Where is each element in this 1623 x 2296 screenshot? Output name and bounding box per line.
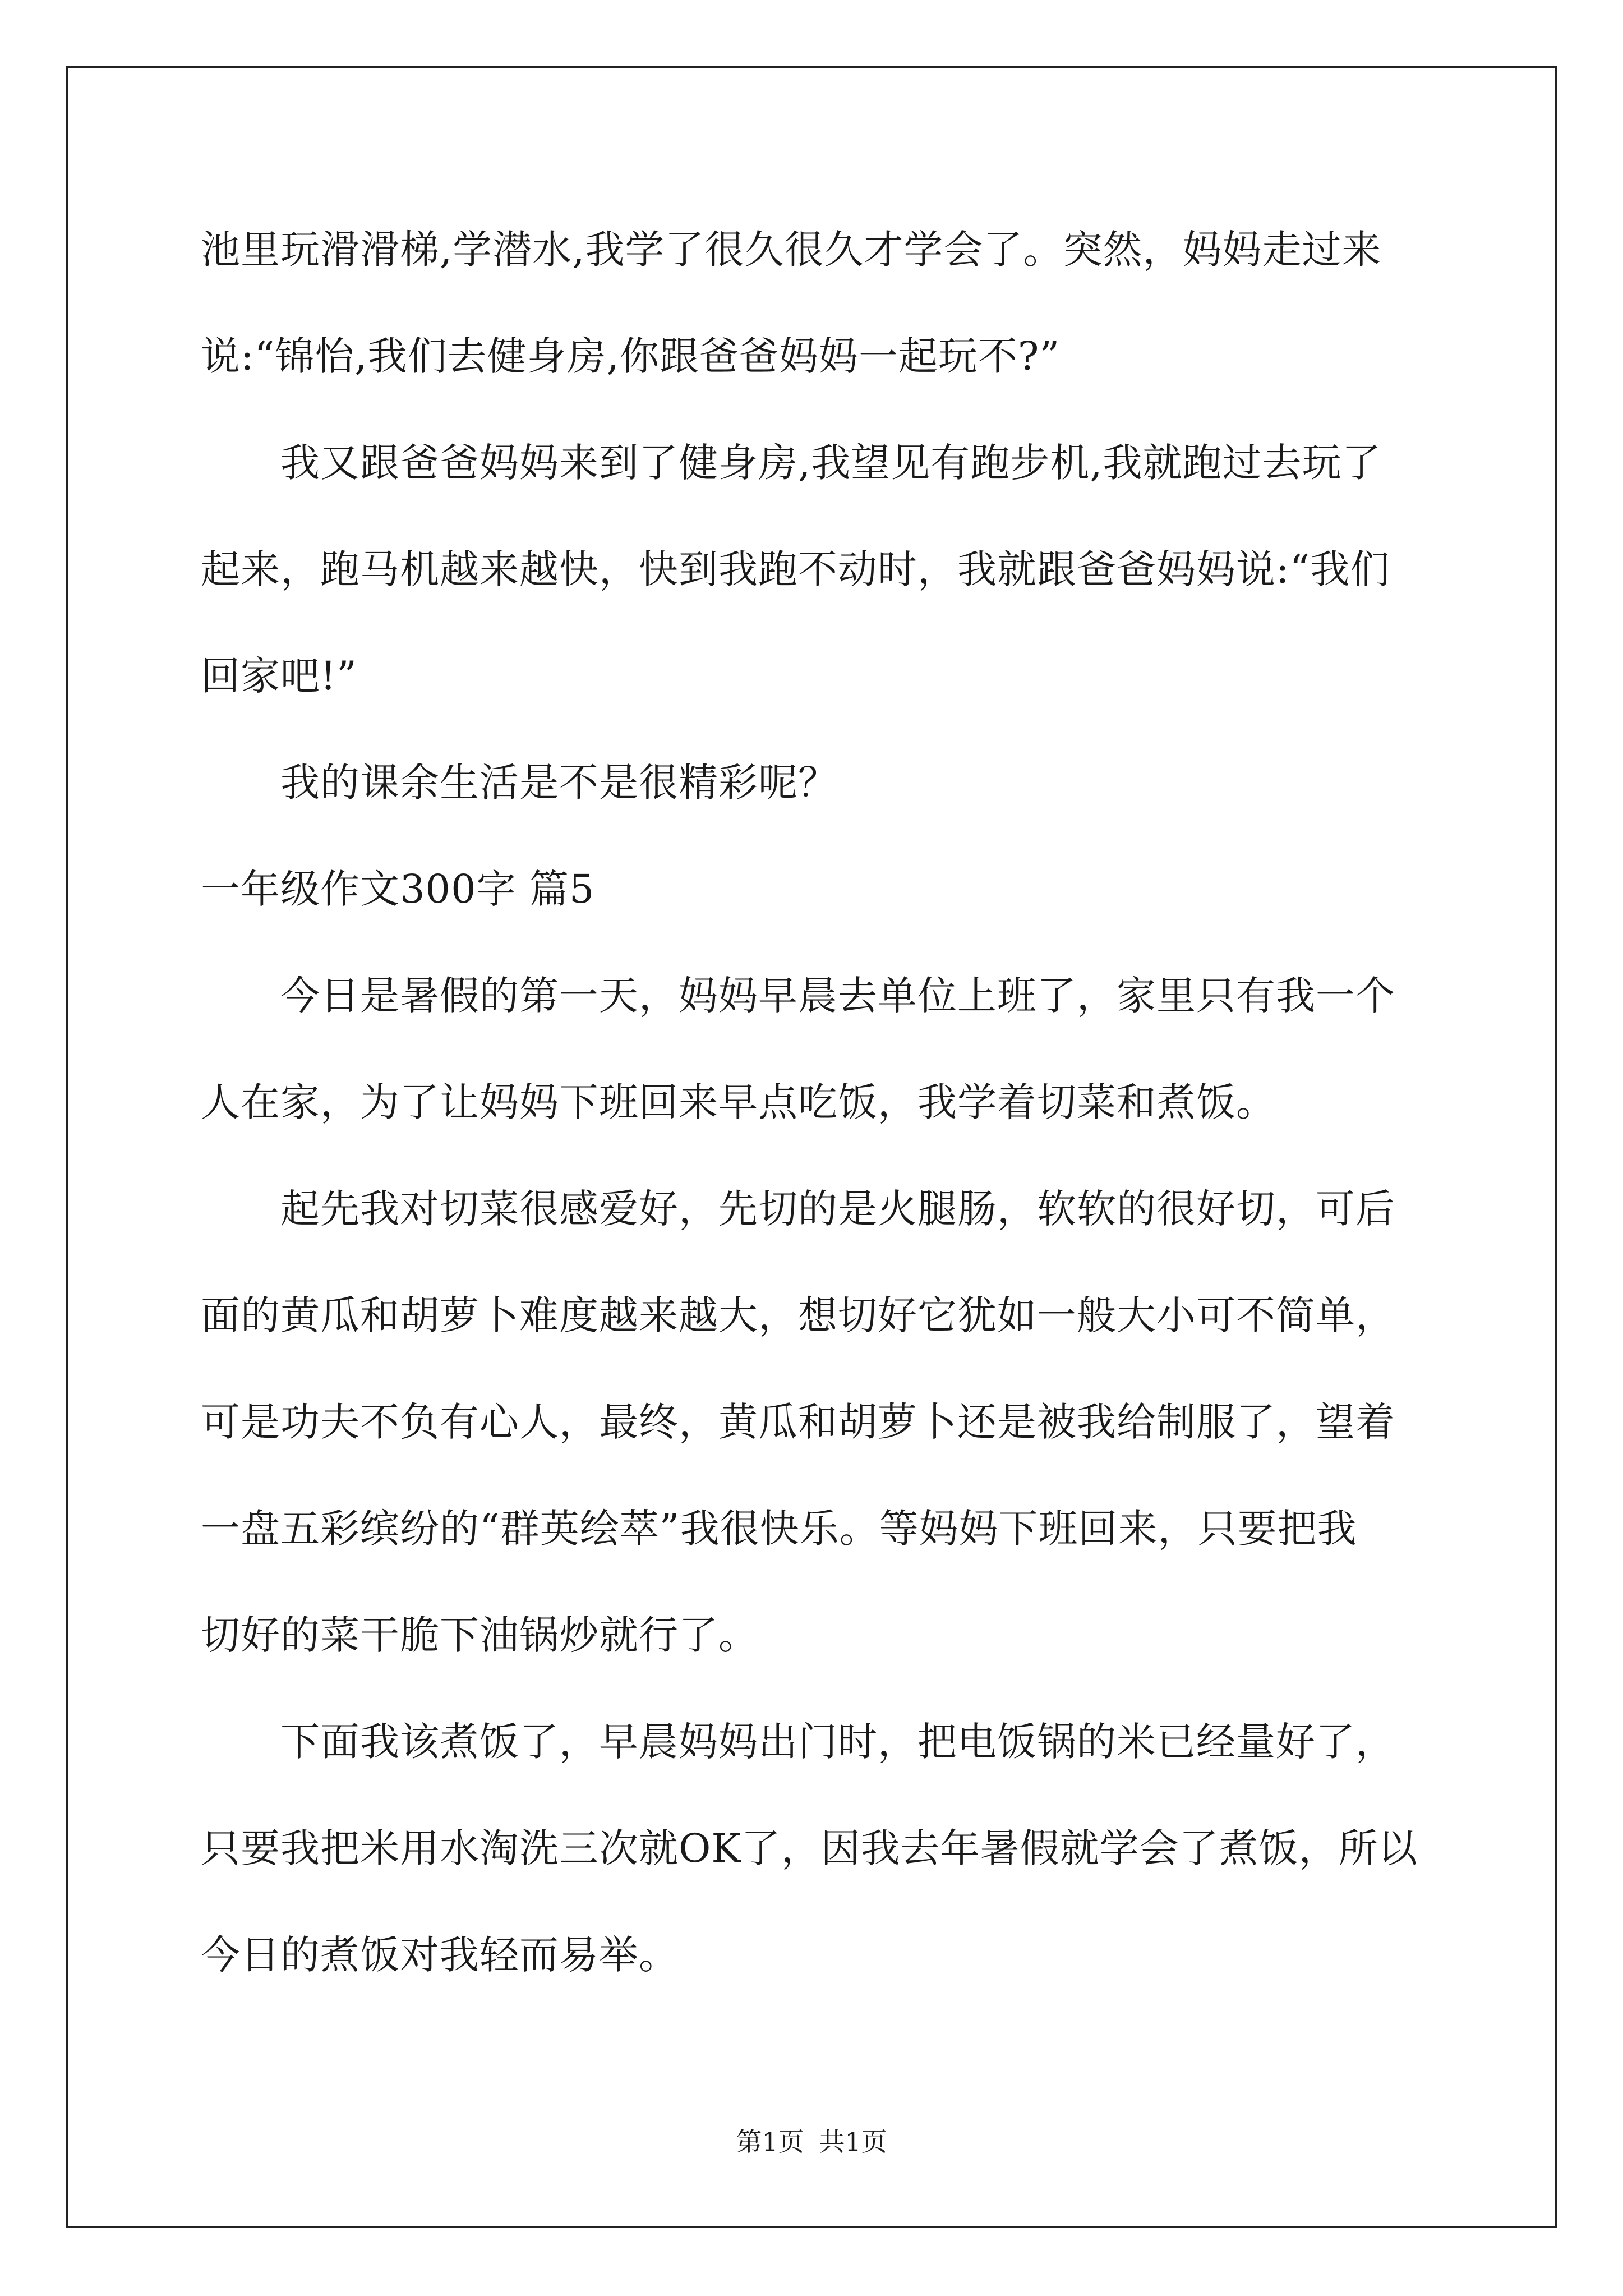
body-line: 回家吧!” xyxy=(201,653,357,699)
page-footer xyxy=(0,2125,1623,2159)
body-line: 一盘五彩缤纷的“群英绘萃”我很快乐。等妈妈下班回来，只要把我 xyxy=(201,1506,1357,1552)
body-line: 切好的菜干脆下油锅炒就行了。 xyxy=(201,1612,758,1658)
paragraph-start: 我的课余生活是不是很精彩呢？ xyxy=(280,760,838,806)
body-line: 只要我把米用水淘洗三次就OK了，因我去年暑假就学会了煮饭，所以 xyxy=(201,1825,1418,1871)
page-border xyxy=(66,66,1557,2228)
page-total: 共1页 xyxy=(819,2127,887,2157)
paragraph-start: 下面我该煮饭了，早晨妈妈出门时，把电饭锅的米已经量好了， xyxy=(280,1719,1395,1765)
section-heading: 一年级作文300字 篇5 xyxy=(201,866,595,912)
paragraph-start: 起先我对切菜很感爱好，先切的是火腿肠，软软的很好切，可后 xyxy=(280,1186,1395,1232)
body-line: 池里玩滑滑梯,学潜水,我学了很久很久才学会了。突然，妈妈走过来 xyxy=(201,227,1382,273)
paragraph-start: 今日是暑假的第一天，妈妈早晨去单位上班了，家里只有我一个 xyxy=(280,973,1395,1019)
body-line: 可是功夫不负有心人，最终，黄瓜和胡萝卜还是被我给制服了，望着 xyxy=(201,1399,1395,1445)
body-line: 人在家，为了让妈妈下班回来早点吃饭，我学着切菜和煮饭。 xyxy=(201,1079,1276,1125)
paragraph-start: 我又跟爸爸妈妈来到了健身房,我望见有跑步机,我就跑过去玩了 xyxy=(280,440,1382,486)
body-line: 说:“锦怡,我们去健身房,你跟爸爸妈妈一起玩不?” xyxy=(201,333,1061,379)
body-line: 起来，跑马机越来越快，快到我跑不动时，我就跟爸爸妈妈说:“我们 xyxy=(201,546,1390,592)
page-number: 第1页 xyxy=(736,2127,804,2157)
body-line: 面的黄瓜和胡萝卜难度越来越大，想切好它犹如一般大小可不简单， xyxy=(201,1292,1395,1338)
body-line: 今日的煮饭对我轻而易举。 xyxy=(201,1932,679,1978)
